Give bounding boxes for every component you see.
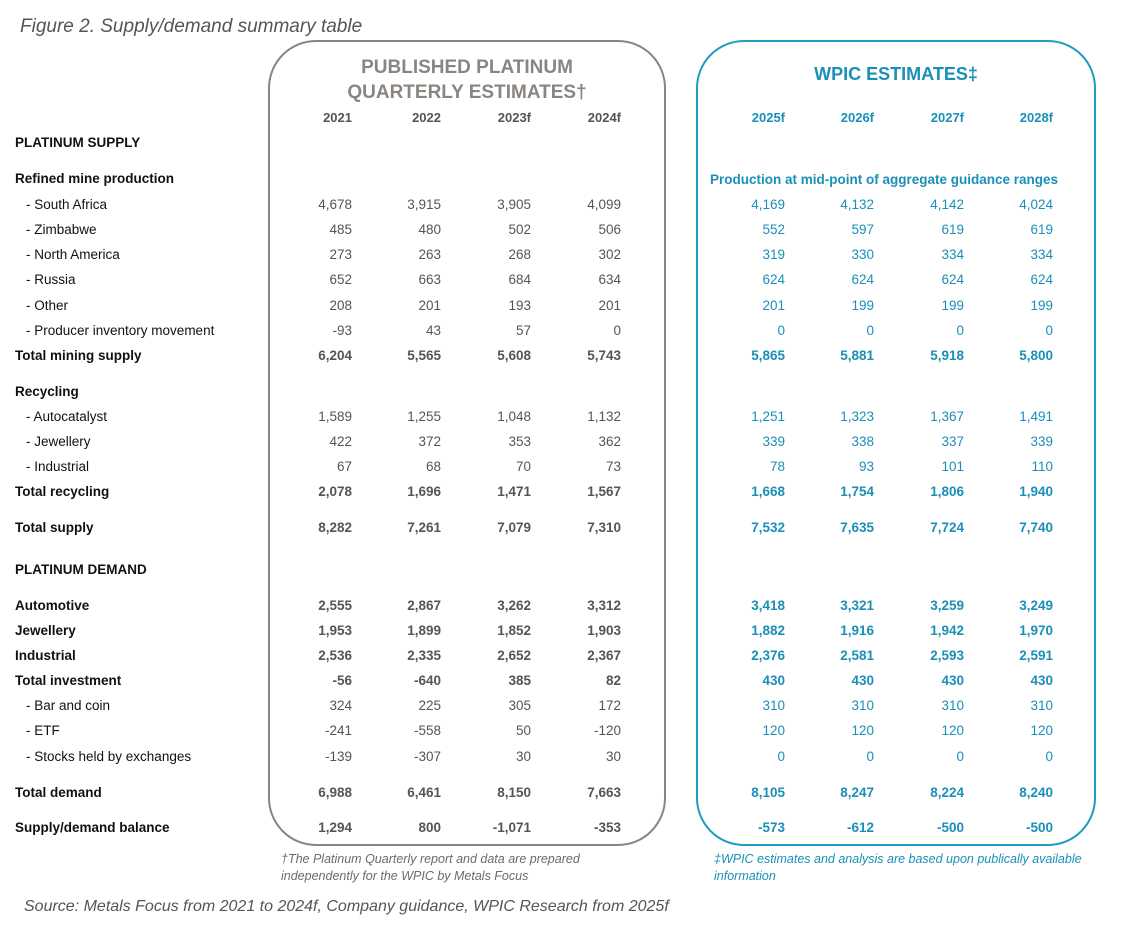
row-label: - Autocatalyst: [26, 409, 108, 424]
wpic-value-cell: 337: [941, 434, 964, 449]
wpic-value-cell: 1,970: [1019, 623, 1053, 638]
published-value-cell: 1,132: [587, 409, 621, 424]
wpic-value-cell: 1,491: [1019, 409, 1053, 424]
table-row: [0, 323, 1124, 343]
published-value-cell: 1,567: [587, 484, 621, 499]
row-label: - Jewellery: [26, 434, 91, 449]
wpic-value-cell: 0: [1045, 323, 1053, 338]
table-row: [0, 623, 1124, 643]
row-label: Recycling: [15, 384, 79, 399]
published-value-cell: 6,204: [318, 348, 352, 363]
table-row: [0, 484, 1124, 504]
row-label: Total mining supply: [15, 348, 142, 363]
wpic-value-cell: 0: [777, 323, 785, 338]
wpic-value-cell: 0: [956, 749, 964, 764]
published-value-cell: -120: [593, 723, 621, 738]
published-value-cell: 263: [418, 247, 441, 262]
wpic-value-cell: 430: [941, 673, 964, 688]
published-value-cell: 6,988: [318, 785, 352, 800]
row-label: - South Africa: [26, 197, 108, 212]
published-value-cell: -558: [413, 723, 441, 738]
published-value-cell: 1,294: [318, 820, 352, 835]
row-label: Total investment: [15, 673, 122, 688]
published-value-cell: 43: [425, 323, 441, 338]
wpic-value-cell: 8,240: [1019, 785, 1053, 800]
wpic-value-cell: 110: [1031, 459, 1053, 474]
wpic-value-cell: 199: [851, 298, 874, 313]
published-estimates-header-text: PUBLISHED PLATINUM QUARTERLY ESTIMATES†: [347, 57, 587, 103]
wpic-value-cell: 339: [1030, 434, 1053, 449]
published-value-cell: 70: [515, 459, 531, 474]
table-row: [0, 785, 1124, 805]
year-header: 2027f: [930, 110, 964, 125]
wpic-value-cell: 624: [762, 272, 785, 287]
published-value-cell: 3,312: [587, 598, 621, 613]
published-value-cell: 0: [613, 323, 621, 338]
published-value-cell: 800: [418, 820, 441, 835]
year-header: 2026f: [840, 110, 874, 125]
wpic-value-cell: 1,916: [840, 623, 874, 638]
wpic-value-cell: 310: [941, 698, 964, 713]
published-value-cell: 67: [336, 459, 352, 474]
wpic-value-cell: 4,024: [1019, 197, 1053, 212]
published-value-cell: 3,262: [497, 598, 531, 613]
wpic-value-cell: 0: [866, 323, 874, 338]
published-value-cell: 324: [329, 698, 352, 713]
published-value-cell: -56: [332, 673, 352, 688]
published-value-cell: 7,261: [407, 520, 441, 535]
wpic-value-cell: 624: [941, 272, 964, 287]
year-header: 2028f: [1019, 110, 1053, 125]
wpic-value-cell: 0: [1045, 749, 1053, 764]
published-value-cell: 8,150: [497, 785, 531, 800]
row-label: - Zimbabwe: [26, 222, 97, 237]
wpic-value-cell: 199: [941, 298, 964, 313]
published-value-cell: 2,867: [407, 598, 441, 613]
published-value-cell: 273: [329, 247, 352, 262]
wpic-footnote: ‡WPIC estimates and analysis are based upon publically available information: [714, 852, 1082, 883]
row-label: - Stocks held by exchanges: [26, 749, 192, 764]
row-label: Total recycling: [15, 484, 110, 499]
row-label: - ETF: [26, 723, 60, 738]
wpic-value-cell: 78: [769, 459, 785, 474]
wpic-value-cell: 1,940: [1019, 484, 1053, 499]
published-value-cell: 485: [329, 222, 352, 237]
wpic-value-cell: 310: [851, 698, 874, 713]
table-row: [0, 222, 1124, 242]
wpic-value-cell: 7,532: [751, 520, 785, 535]
published-value-cell: -640: [413, 673, 441, 688]
wpic-value-cell: -500: [936, 820, 964, 835]
wpic-value-cell: 430: [1030, 673, 1053, 688]
row-label: - North America: [26, 247, 120, 262]
wpic-value-cell: 334: [1030, 247, 1053, 262]
wpic-value-cell: 120: [1030, 723, 1053, 738]
wpic-value-cell: 1,942: [930, 623, 964, 638]
section-header-row: [0, 135, 1124, 155]
section-header-row: [0, 562, 1124, 582]
year-header: 2022: [412, 110, 441, 125]
wpic-value-cell: -612: [846, 820, 874, 835]
wpic-value-cell: 101: [941, 459, 964, 474]
published-value-cell: 1,899: [407, 623, 441, 638]
wpic-value-cell: 4,169: [751, 197, 785, 212]
wpic-value-cell: 3,249: [1019, 598, 1053, 613]
table-row: [0, 272, 1124, 292]
published-value-cell: 302: [598, 247, 621, 262]
published-value-cell: 7,310: [587, 520, 621, 535]
published-value-cell: -307: [413, 749, 441, 764]
published-value-cell: 506: [598, 222, 621, 237]
wpic-value-cell: -500: [1025, 820, 1053, 835]
published-value-cell: 1,953: [318, 623, 352, 638]
row-label: Refined mine production: [15, 171, 175, 186]
table-row: [0, 723, 1124, 743]
figure-title: Figure 2. Supply/demand summary table: [20, 16, 363, 37]
wpic-value-cell: 2,376: [751, 648, 785, 663]
wpic-value-cell: 552: [762, 222, 785, 237]
published-value-cell: 385: [508, 673, 531, 688]
published-value-cell: 7,079: [497, 520, 531, 535]
wpic-value-cell: 5,881: [840, 348, 874, 363]
published-value-cell: -241: [324, 723, 352, 738]
wpic-value-cell: 1,754: [840, 484, 874, 499]
table-row: [0, 820, 1124, 840]
wpic-value-cell: 8,224: [930, 785, 964, 800]
wpic-value-cell: 330: [851, 247, 874, 262]
published-value-cell: 1,852: [497, 623, 531, 638]
year-header: 2021: [323, 110, 352, 125]
published-estimates-header: [268, 55, 666, 105]
published-value-cell: 4,678: [318, 197, 352, 212]
wpic-value-cell: 1,882: [751, 623, 785, 638]
published-value-cell: 634: [598, 272, 621, 287]
wpic-value-cell: 0: [866, 749, 874, 764]
wpic-value-cell: 0: [777, 749, 785, 764]
wpic-value-cell: 2,591: [1019, 648, 1053, 663]
wpic-value-cell: 120: [762, 723, 785, 738]
wpic-value-cell: 619: [941, 222, 964, 237]
wpic-value-cell: 1,367: [930, 409, 964, 424]
published-value-cell: 50: [515, 723, 531, 738]
wpic-value-cell: 3,418: [751, 598, 785, 613]
published-value-cell: 8,282: [318, 520, 352, 535]
wpic-value-cell: 4,142: [930, 197, 964, 212]
published-value-cell: 1,696: [407, 484, 441, 499]
published-footnote: †The Platinum Quarterly report and data are prepared independently for the WPIC by Metals Focus: [281, 852, 580, 883]
published-value-cell: 68: [425, 459, 441, 474]
wpic-value-cell: 7,724: [930, 520, 964, 535]
wpic-value-cell: 619: [1030, 222, 1053, 237]
wpic-value-cell: 310: [1030, 698, 1053, 713]
table-row: [0, 348, 1124, 368]
table-row: [0, 197, 1124, 217]
row-label: - Bar and coin: [26, 698, 111, 713]
published-value-cell: 353: [508, 434, 531, 449]
published-value-cell: 4,099: [587, 197, 621, 212]
published-value-cell: 6,461: [407, 785, 441, 800]
published-value-cell: 172: [598, 698, 621, 713]
row-label: Industrial: [15, 648, 76, 663]
published-value-cell: 225: [418, 698, 441, 713]
published-value-cell: 305: [508, 698, 531, 713]
wpic-value-cell: 3,259: [930, 598, 964, 613]
wpic-value-cell: 201: [762, 298, 785, 313]
row-label: - Other: [26, 298, 69, 313]
wpic-value-cell: 430: [851, 673, 874, 688]
published-value-cell: 1,903: [587, 623, 621, 638]
published-value-cell: 684: [508, 272, 531, 287]
year-header: 2025f: [751, 110, 785, 125]
published-value-cell: 2,652: [497, 648, 531, 663]
year-header: 2024f: [587, 110, 621, 125]
wpic-value-cell: 339: [762, 434, 785, 449]
row-label: - Russia: [26, 272, 76, 287]
wpic-value-cell: 120: [941, 723, 964, 738]
wpic-production-note: Production at mid-point of aggregate guidance ranges: [710, 172, 1059, 187]
table-row: [0, 520, 1124, 540]
published-value-cell: -139: [324, 749, 352, 764]
wpic-value-cell: 7,635: [840, 520, 874, 535]
wpic-value-cell: 7,740: [1019, 520, 1053, 535]
wpic-value-cell: 338: [851, 434, 874, 449]
wpic-value-cell: 597: [851, 222, 874, 237]
wpic-value-cell: 624: [851, 272, 874, 287]
wpic-value-cell: 0: [956, 323, 964, 338]
row-label: PLATINUM DEMAND: [15, 562, 147, 577]
published-value-cell: 1,255: [407, 409, 441, 424]
row-label: Total supply: [15, 520, 94, 535]
table-row: [0, 247, 1124, 267]
wpic-value-cell: 5,800: [1019, 348, 1053, 363]
wpic-value-cell: 199: [1030, 298, 1053, 313]
wpic-value-cell: 4,132: [840, 197, 874, 212]
row-label: Supply/demand balance: [15, 820, 170, 835]
table-row: [0, 434, 1124, 454]
published-value-cell: 2,367: [587, 648, 621, 663]
wpic-value-cell: 334: [941, 247, 964, 262]
published-value-cell: 268: [508, 247, 531, 262]
wpic-value-cell: 1,806: [930, 484, 964, 499]
table-row: [0, 384, 1124, 404]
wpic-value-cell: 2,593: [930, 648, 964, 663]
published-value-cell: 2,536: [318, 648, 352, 663]
row-label: PLATINUM SUPPLY: [15, 135, 141, 150]
row-label: Jewellery: [15, 623, 76, 638]
table-row: [0, 298, 1124, 318]
published-value-cell: 193: [508, 298, 531, 313]
wpic-value-cell: -573: [757, 820, 785, 835]
wpic-value-cell: 93: [858, 459, 874, 474]
year-header: 2023f: [497, 110, 531, 125]
wpic-value-cell: 430: [762, 673, 785, 688]
published-value-cell: 7,663: [587, 785, 621, 800]
wpic-value-cell: 5,918: [930, 348, 964, 363]
table-row: [0, 459, 1124, 479]
row-label: Total demand: [15, 785, 102, 800]
table-row: [0, 698, 1124, 718]
published-value-cell: 57: [515, 323, 531, 338]
published-value-cell: 2,078: [318, 484, 352, 499]
wpic-value-cell: 120: [851, 723, 874, 738]
table-row: [0, 749, 1124, 769]
published-value-cell: -1,071: [492, 820, 531, 835]
table-row: [0, 673, 1124, 693]
published-value-cell: 208: [329, 298, 352, 313]
published-value-cell: 1,048: [497, 409, 531, 424]
published-value-cell: 2,555: [318, 598, 352, 613]
row-label: - Producer inventory movement: [26, 323, 215, 338]
published-value-cell: 3,905: [497, 197, 531, 212]
wpic-value-cell: 624: [1030, 272, 1053, 287]
wpic-value-cell: 8,247: [840, 785, 874, 800]
published-value-cell: 663: [418, 272, 441, 287]
wpic-value-cell: 1,668: [751, 484, 785, 499]
row-label: - Industrial: [26, 459, 90, 474]
published-value-cell: 1,471: [497, 484, 531, 499]
published-value-cell: 201: [418, 298, 441, 313]
table-row: [0, 171, 1124, 191]
wpic-value-cell: 1,323: [840, 409, 874, 424]
published-value-cell: 480: [418, 222, 441, 237]
published-value-cell: 5,608: [497, 348, 531, 363]
published-value-cell: 652: [329, 272, 352, 287]
published-value-cell: 422: [329, 434, 352, 449]
table-row: [0, 409, 1124, 429]
wpic-value-cell: 8,105: [751, 785, 785, 800]
wpic-value-cell: 310: [762, 698, 785, 713]
published-value-cell: 73: [605, 459, 621, 474]
published-value-cell: 5,565: [407, 348, 441, 363]
published-value-cell: 362: [598, 434, 621, 449]
published-value-cell: 372: [418, 434, 441, 449]
published-value-cell: 30: [515, 749, 531, 764]
published-value-cell: 30: [605, 749, 621, 764]
published-value-cell: -353: [593, 820, 621, 835]
published-value-cell: 82: [605, 673, 621, 688]
wpic-value-cell: 319: [762, 247, 785, 262]
table-row: [0, 648, 1124, 668]
wpic-value-cell: 1,251: [751, 409, 785, 424]
row-label: Automotive: [15, 598, 90, 613]
published-value-cell: 2,335: [407, 648, 441, 663]
published-value-cell: 201: [598, 298, 621, 313]
wpic-value-cell: 5,865: [751, 348, 785, 363]
published-value-cell: -93: [332, 323, 352, 338]
table-row: [0, 598, 1124, 618]
published-value-cell: 502: [508, 222, 531, 237]
wpic-estimates-header: WPIC ESTIMATES‡: [814, 64, 978, 84]
published-value-cell: 5,743: [587, 348, 621, 363]
source-note: Source: Metals Focus from 2021 to 2024f, Company guidance, WPIC Research from 2025f: [24, 898, 669, 915]
published-value-cell: 1,589: [318, 409, 352, 424]
wpic-value-cell: 2,581: [840, 648, 874, 663]
wpic-value-cell: 3,321: [840, 598, 874, 613]
published-value-cell: 3,915: [407, 197, 441, 212]
